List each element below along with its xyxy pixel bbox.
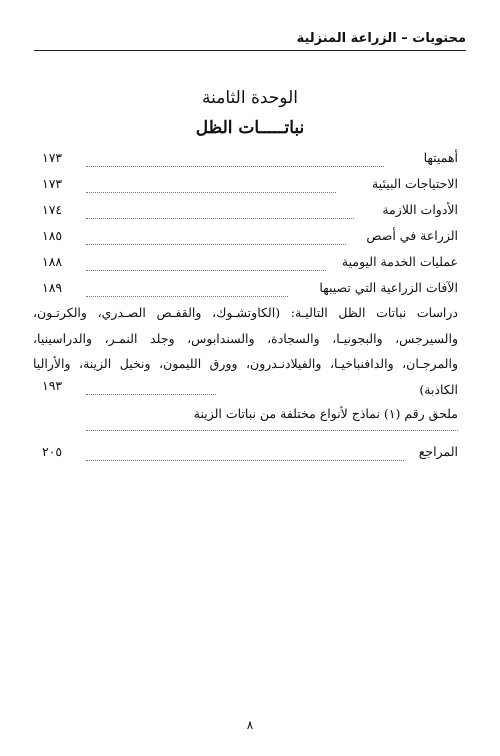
dot-leader [86, 394, 216, 395]
toc-entry[interactable] [34, 150, 466, 172]
page-number: ٨ [246, 718, 254, 732]
running-header-title: محتويات – الزراعة المنزلية [296, 31, 466, 46]
toc-entry-label: أهميتها [423, 150, 458, 165]
toc-entry-label: المراجع [418, 444, 458, 459]
toc-entry-label: الاحتياجات البيئية [371, 176, 458, 191]
toc-entry-page: ١٨٨ [42, 254, 63, 269]
toc-entry-page: ١٧٣ [42, 176, 63, 191]
header-rule [34, 50, 466, 51]
studies-entry-text[interactable]: دراسات نباتات الظل التاليـة: (الكاوتشـوك، والقفـص الصـدري، والكرتـون، والسيرجس، والبجونيـا، والسجادة، والسندابوس، وجلد النمـر، والدراسينيا، والمرجـان، والدافنباخيـا، والفيلادنـدرون، وورق الليمون، ونخيل الزينة، والأراليا الكاذبة) [33, 305, 458, 397]
dot-leader [86, 296, 288, 297]
dot-leader [86, 166, 384, 167]
toc-entry-label: عمليات الخدمة اليومية [341, 254, 458, 269]
toc-entry[interactable] [34, 444, 466, 466]
dot-leader [86, 192, 336, 193]
dot-leader [86, 430, 458, 431]
toc-entry-label: الأدوات اللازمة [382, 202, 458, 217]
toc-entry-page: ١٨٥ [42, 228, 63, 243]
toc-entry[interactable] [34, 202, 466, 224]
dot-leader [86, 244, 346, 245]
toc-entry[interactable] [34, 176, 466, 198]
unit-subtitle: نباتـــــات الظل [195, 118, 305, 138]
toc-entry[interactable] [34, 280, 466, 302]
dot-leader [86, 218, 354, 219]
appendix-leader-row [34, 422, 466, 436]
page-header [34, 0, 466, 52]
dot-leader [86, 460, 404, 461]
toc-entry-page: ١٧٣ [42, 150, 63, 165]
dot-leader [86, 270, 326, 271]
toc-entry-label: الزراعة في أصص [366, 228, 458, 243]
toc-entry-label: الآفات الزراعية التي تصيبها [319, 280, 458, 295]
toc-entry[interactable] [34, 254, 466, 276]
toc-entry-label: ملحق رقم (١) نماذج لأنواع مختلفة من نباتات الزينة [193, 406, 458, 421]
toc-entry-page: ١٨٩ [42, 280, 63, 295]
toc-entry-page: ٢٠٥ [42, 444, 63, 459]
toc-entry[interactable] [34, 228, 466, 250]
unit-title: الوحدة الثامنة [202, 88, 298, 108]
toc-entry-page: ١٧٤ [42, 202, 63, 217]
studies-entry-page-row [34, 378, 466, 400]
toc-entry-page: ١٩٣ [42, 378, 63, 393]
